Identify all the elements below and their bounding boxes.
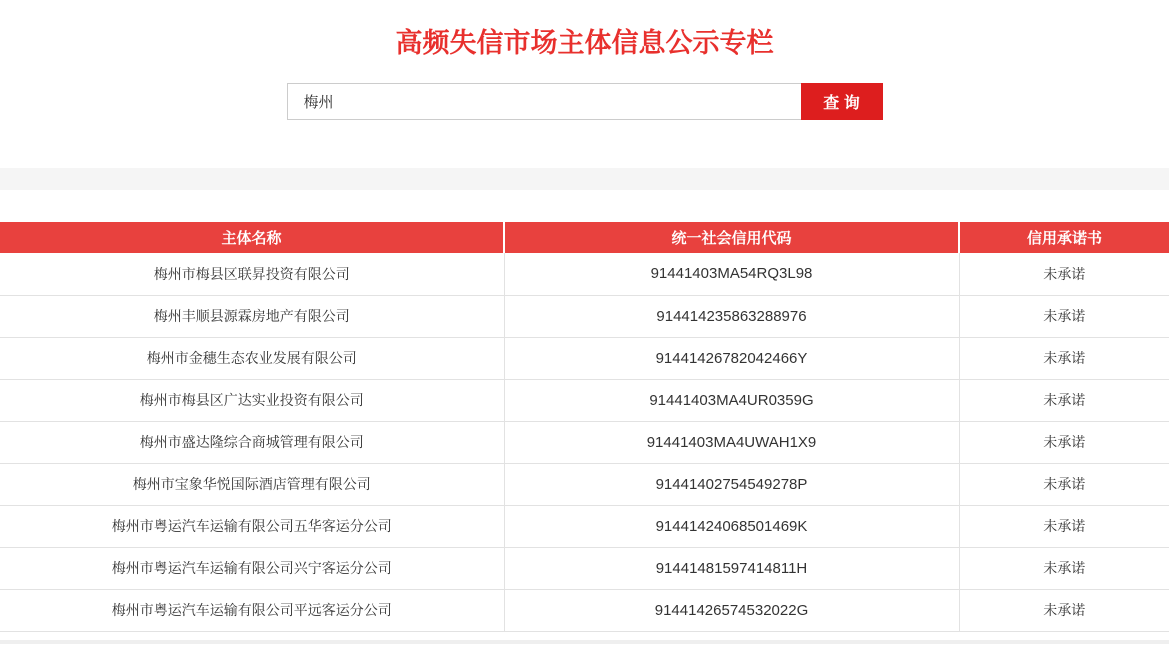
- section-divider-strip: [0, 168, 1169, 190]
- search-bar: [0, 83, 1169, 120]
- commitment-status-cell: 未承诺: [959, 505, 1169, 547]
- credit-code-cell: 91441426782042466Y: [504, 337, 959, 379]
- table-row: [0, 421, 1169, 463]
- search-button[interactable]: 查 询: [801, 83, 883, 120]
- commitment-status-cell: 未承诺: [959, 421, 1169, 463]
- entity-name-cell: 梅州市梅县区联昇投资有限公司: [0, 253, 504, 295]
- commitment-status-cell: 未承诺: [959, 295, 1169, 337]
- table-row: [0, 253, 1169, 295]
- entity-name-cell: 梅州市粤运汽车运输有限公司五华客运分公司: [0, 505, 504, 547]
- credit-code-cell: 91441402754549278P: [504, 463, 959, 505]
- table-row: [0, 547, 1169, 589]
- table-row: [0, 295, 1169, 337]
- credit-code-cell: 91441426574532022G: [504, 589, 959, 631]
- column-header-commitment: 信用承诺书: [959, 222, 1169, 253]
- column-header-credit-code: 统一社会信用代码: [504, 222, 959, 253]
- table-row: [0, 589, 1169, 631]
- bottom-section-strip: [0, 640, 1169, 644]
- credit-code-cell: 91441481597414811H: [504, 547, 959, 589]
- credit-code-cell: 91441403MA4UR0359G: [504, 379, 959, 421]
- table-row: [0, 379, 1169, 421]
- search-input[interactable]: [287, 83, 801, 120]
- credit-code-cell: 91441424068501469K: [504, 505, 959, 547]
- entity-name-cell: 梅州丰顺县源霖房地产有限公司: [0, 295, 504, 337]
- table-row: [0, 337, 1169, 379]
- credit-code-cell: 91441403MA54RQ3L98: [504, 253, 959, 295]
- credit-code-cell: 91441403MA4UWAH1X9: [504, 421, 959, 463]
- commitment-status-cell: 未承诺: [959, 547, 1169, 589]
- commitment-status-cell: 未承诺: [959, 379, 1169, 421]
- table-row: [0, 505, 1169, 547]
- table-row: [0, 463, 1169, 505]
- entity-table-header: [0, 222, 1169, 253]
- entity-name-cell: 梅州市金穗生态农业发展有限公司: [0, 337, 504, 379]
- entity-name-cell: 梅州市宝象华悦国际酒店管理有限公司: [0, 463, 504, 505]
- page-title: 高频失信市场主体信息公示专栏: [395, 28, 774, 58]
- column-header-entity-name: 主体名称: [0, 222, 504, 253]
- commitment-status-cell: 未承诺: [959, 589, 1169, 631]
- commitment-status-cell: 未承诺: [959, 253, 1169, 295]
- entity-name-cell: 梅州市梅县区广达实业投资有限公司: [0, 379, 504, 421]
- entity-name-cell: 梅州市粤运汽车运输有限公司平远客运分公司: [0, 589, 504, 631]
- commitment-status-cell: 未承诺: [959, 337, 1169, 379]
- credit-code-cell: 914414235863288976: [504, 295, 959, 337]
- entity-name-cell: 梅州市粤运汽车运输有限公司兴宁客运分公司: [0, 547, 504, 589]
- entity-table: [0, 222, 1169, 632]
- commitment-status-cell: 未承诺: [959, 463, 1169, 505]
- entity-name-cell: 梅州市盛达隆综合商城管理有限公司: [0, 421, 504, 463]
- table-body: [0, 253, 1169, 631]
